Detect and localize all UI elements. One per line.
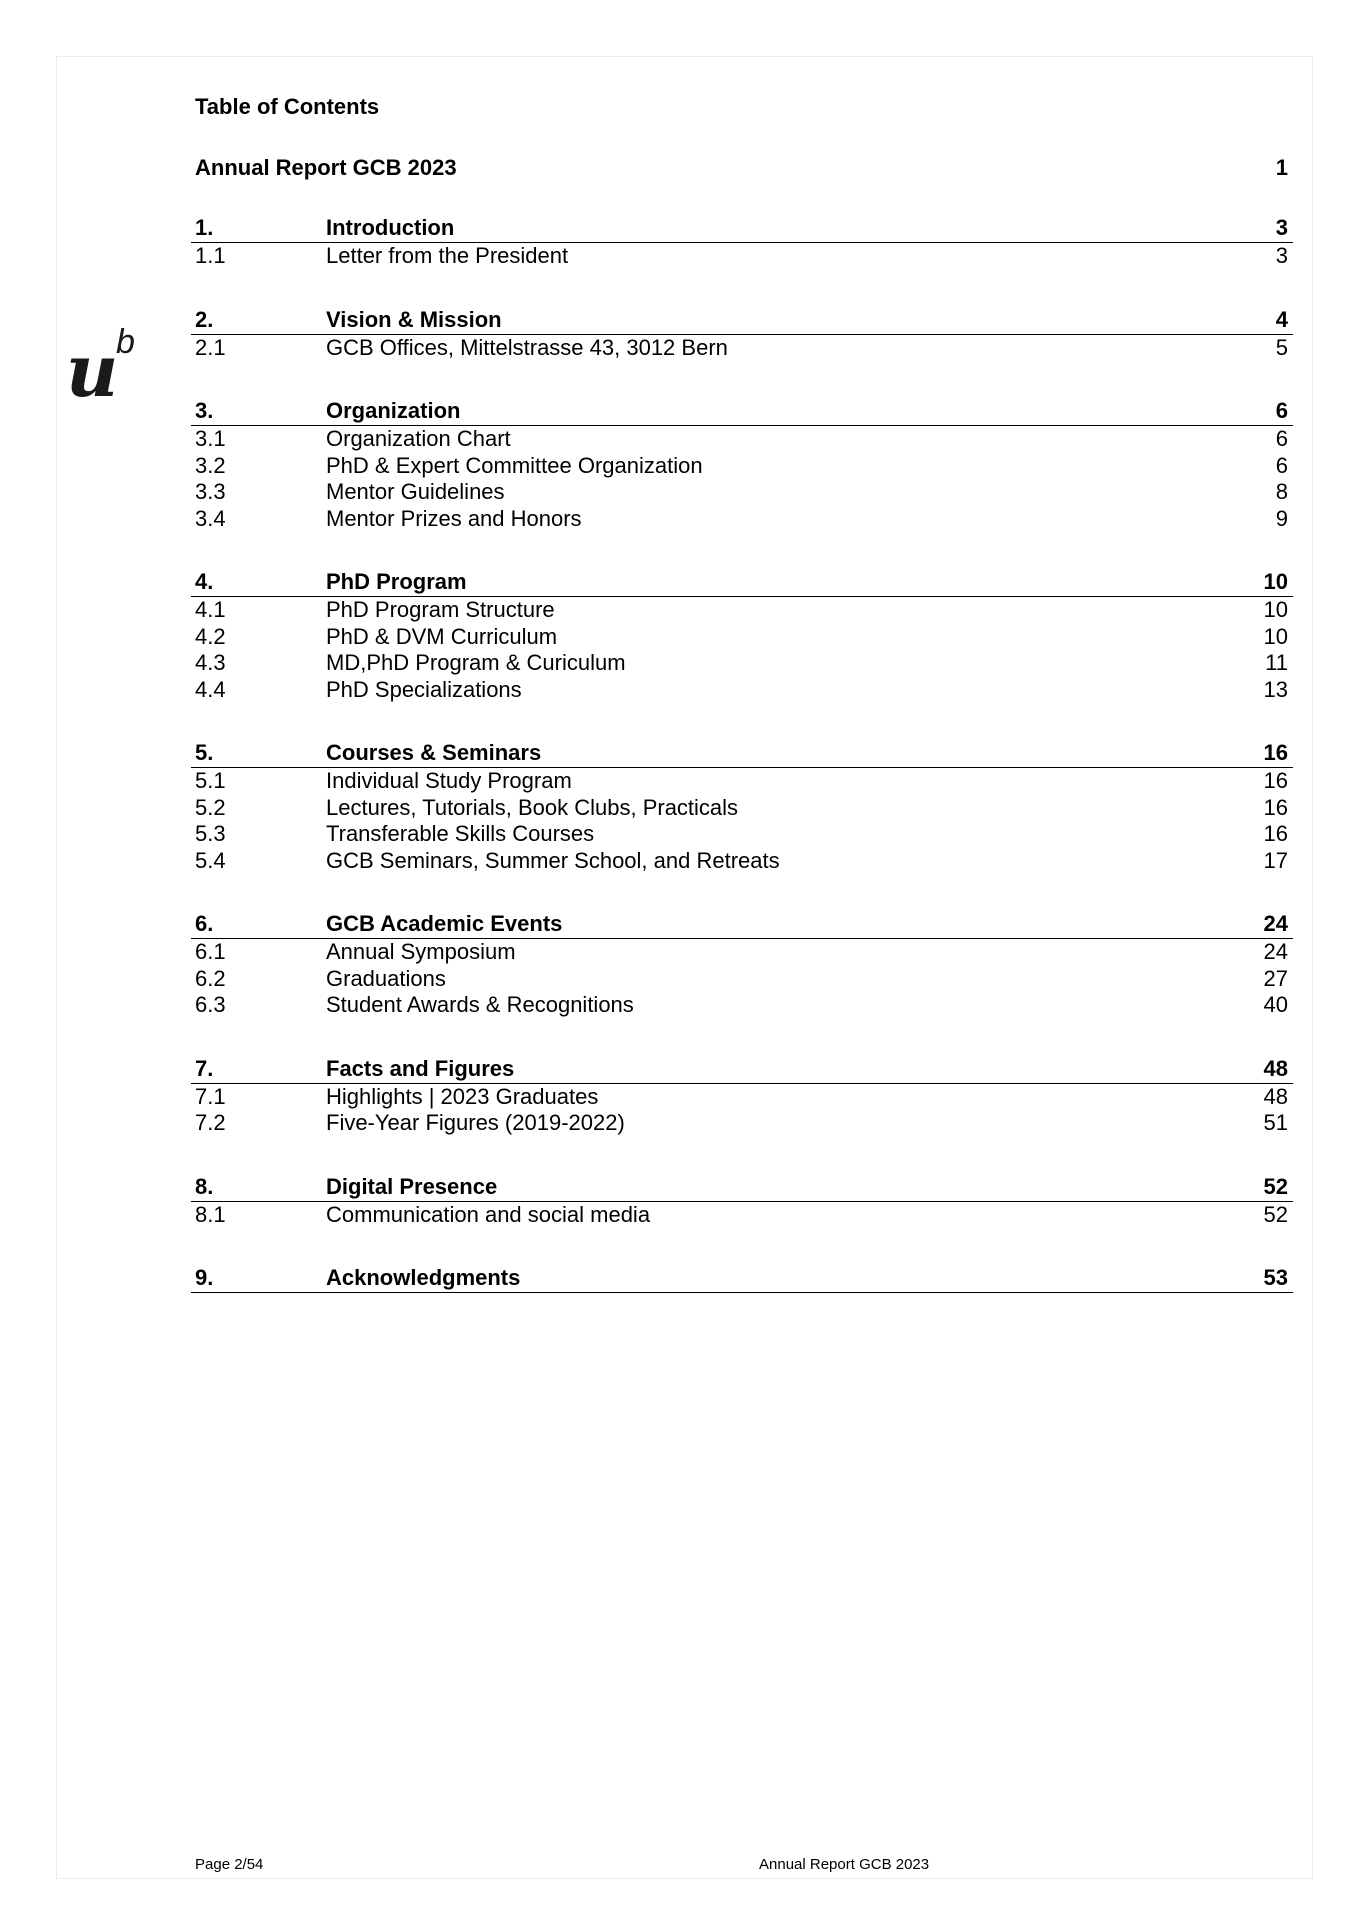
entry-number: 6.3 xyxy=(195,992,226,1017)
entry-page: 5 xyxy=(1275,334,1288,360)
entry-number: 4. xyxy=(195,569,214,594)
entry-number: 5.1 xyxy=(195,768,226,793)
entry-page: 52 xyxy=(1263,1173,1288,1199)
entry-title: Annual Symposium xyxy=(326,939,516,964)
entry-number: 8.1 xyxy=(195,1201,226,1227)
entry-page: 27 xyxy=(1263,965,1288,991)
entry-page: 6 xyxy=(1275,398,1288,423)
toc-section-heading[interactable] xyxy=(191,397,1293,426)
entry-page: 16 xyxy=(1263,768,1288,793)
toc-section-heading[interactable] xyxy=(191,1173,1293,1202)
toc-subentry[interactable] xyxy=(191,243,1293,270)
toc-subentry[interactable] xyxy=(191,426,1293,453)
entry-title: Student Awards & Recognitions xyxy=(326,992,634,1017)
entry-title: Graduations xyxy=(326,965,446,991)
toc-subentry[interactable] xyxy=(191,1084,1293,1111)
entry-page: 6 xyxy=(1275,426,1288,451)
entry-number: 9. xyxy=(195,1265,214,1290)
entry-title: Highlights | 2023 Graduates xyxy=(326,1083,599,1109)
toc-subentry[interactable] xyxy=(191,1202,1293,1229)
toc-subentry[interactable] xyxy=(191,677,1293,704)
toc-section xyxy=(191,1264,1293,1293)
report-page: 1 xyxy=(1275,155,1288,180)
entry-title: Communication and social media xyxy=(326,1201,651,1227)
entry-page: 51 xyxy=(1263,1110,1288,1135)
toc-subentry[interactable] xyxy=(191,650,1293,677)
entry-number: 6. xyxy=(195,911,214,936)
entry-number: 6.2 xyxy=(195,965,226,991)
entry-number: 1. xyxy=(195,215,214,240)
entry-title: Individual Study Program xyxy=(326,768,572,793)
entry-title: Introduction xyxy=(326,215,455,240)
entry-page: 13 xyxy=(1263,676,1288,702)
entry-title: Vision & Mission xyxy=(326,306,502,332)
entry-title: Mentor Guidelines xyxy=(326,479,505,504)
entry-page: 52 xyxy=(1263,1201,1288,1227)
entry-number: 2. xyxy=(195,306,214,332)
entry-page: 24 xyxy=(1263,939,1288,964)
entry-number: 5.3 xyxy=(195,821,226,846)
entry-title: GCB Seminars, Summer School, and Retreats xyxy=(326,847,780,873)
entry-number: 3.2 xyxy=(195,452,226,478)
entry-title: PhD & Expert Committee Organization xyxy=(326,452,703,478)
entry-title: Transferable Skills Courses xyxy=(326,821,595,846)
entry-number: 4.3 xyxy=(195,650,226,675)
toc-section-heading[interactable] xyxy=(191,910,1293,939)
entry-title: Letter from the President xyxy=(326,243,569,268)
entry-number: 5. xyxy=(195,740,214,765)
entry-number: 7.2 xyxy=(195,1110,226,1135)
entry-title: Acknowledgments xyxy=(326,1265,521,1290)
toc-report-entry[interactable] xyxy=(195,155,1288,181)
entry-page: 48 xyxy=(1263,1083,1288,1109)
logo-u: u xyxy=(66,328,119,413)
entry-title: Mentor Prizes and Honors xyxy=(326,505,582,531)
toc-section xyxy=(191,568,1293,703)
entry-page: 4 xyxy=(1275,306,1288,332)
entry-title: Five-Year Figures (2019-2022) xyxy=(326,1110,625,1135)
entry-number: 3. xyxy=(195,398,214,423)
entry-title: MD,PhD Program & Curiculum xyxy=(326,650,626,675)
entry-number: 1.1 xyxy=(195,243,226,268)
toc-subentry[interactable] xyxy=(191,848,1293,875)
toc-subentry[interactable] xyxy=(191,768,1293,795)
entry-page: 8 xyxy=(1275,479,1288,504)
toc-subentry[interactable] xyxy=(191,335,1293,362)
entry-page: 16 xyxy=(1263,794,1288,820)
entry-page: 48 xyxy=(1263,1055,1288,1081)
entry-title: Courses & Seminars xyxy=(326,740,542,765)
toc-section-heading[interactable] xyxy=(191,739,1293,768)
toc-section xyxy=(191,306,1293,362)
table-of-contents xyxy=(191,214,1293,1329)
toc-subentry[interactable] xyxy=(191,597,1293,624)
entry-number: 2.1 xyxy=(195,334,226,360)
toc-heading: Table of Contents xyxy=(195,94,380,119)
entry-number: 5.2 xyxy=(195,794,226,820)
entry-title: Organization xyxy=(326,398,461,423)
logo-b: b xyxy=(116,323,135,361)
toc-section-heading[interactable] xyxy=(191,1264,1293,1293)
entry-title: Lectures, Tutorials, Book Clubs, Practicals xyxy=(326,794,739,820)
entry-title: PhD Specializations xyxy=(326,676,522,702)
toc-subentry[interactable] xyxy=(191,795,1293,822)
toc-section-heading[interactable] xyxy=(191,568,1293,597)
toc-section xyxy=(191,1055,1293,1137)
toc-subentry[interactable] xyxy=(191,939,1293,966)
toc-subentry[interactable] xyxy=(191,506,1293,533)
toc-subentry[interactable] xyxy=(191,479,1293,506)
toc-section xyxy=(191,1173,1293,1229)
toc-subentry[interactable] xyxy=(191,966,1293,993)
entry-page: 11 xyxy=(1265,650,1288,675)
entry-title: PhD Program xyxy=(326,569,467,594)
entry-number: 3.3 xyxy=(195,479,226,504)
toc-section xyxy=(191,910,1293,1019)
entry-page: 17 xyxy=(1263,847,1288,873)
university-logo xyxy=(66,323,146,415)
toc-section-heading[interactable] xyxy=(191,306,1293,335)
footer-title: Annual Report GCB 2023 xyxy=(759,1856,930,1873)
entry-number: 4.2 xyxy=(195,623,226,649)
entry-number: 4.4 xyxy=(195,676,226,702)
entry-title: PhD Program Structure xyxy=(326,597,555,622)
entry-title: Facts and Figures xyxy=(326,1055,515,1081)
entry-page: 3 xyxy=(1275,243,1288,268)
toc-subentry[interactable] xyxy=(191,624,1293,651)
entry-number: 6.1 xyxy=(195,939,226,964)
entry-page: 40 xyxy=(1263,992,1288,1017)
entry-page: 10 xyxy=(1263,597,1288,622)
entry-number: 8. xyxy=(195,1173,214,1199)
entry-title: GCB Offices, Mittelstrasse 43, 3012 Bern xyxy=(326,334,728,360)
entry-title: Digital Presence xyxy=(326,1173,498,1199)
entry-number: 7.1 xyxy=(195,1083,226,1109)
toc-section-heading[interactable] xyxy=(191,1055,1293,1084)
entry-number: 3.1 xyxy=(195,426,226,451)
toc-subentry[interactable] xyxy=(191,453,1293,480)
entry-page: 10 xyxy=(1263,569,1288,594)
entry-number: 7. xyxy=(195,1055,214,1081)
entry-page: 6 xyxy=(1275,452,1288,478)
toc-subentry[interactable] xyxy=(191,821,1293,848)
entry-page: 53 xyxy=(1263,1265,1288,1290)
entry-page: 16 xyxy=(1263,740,1288,765)
footer-page-number: Page 2/54 xyxy=(195,1856,264,1873)
entry-number: 4.1 xyxy=(195,597,226,622)
toc-section-heading[interactable] xyxy=(191,214,1293,243)
entry-page: 3 xyxy=(1275,215,1288,240)
toc-subentry[interactable] xyxy=(191,992,1293,1019)
entry-page: 24 xyxy=(1263,911,1288,936)
entry-title: GCB Academic Events xyxy=(326,911,563,936)
entry-title: Organization Chart xyxy=(326,426,511,451)
toc-section xyxy=(191,397,1293,532)
toc-section xyxy=(191,739,1293,874)
entry-number: 5.4 xyxy=(195,847,226,873)
entry-page: 9 xyxy=(1275,505,1288,531)
entry-page: 10 xyxy=(1263,623,1288,649)
toc-subentry[interactable] xyxy=(191,1110,1293,1137)
entry-title: PhD & DVM Curriculum xyxy=(326,623,558,649)
entry-page: 16 xyxy=(1263,821,1288,846)
entry-number: 3.4 xyxy=(195,505,226,531)
toc-section xyxy=(191,214,1293,270)
report-title: Annual Report GCB 2023 xyxy=(195,155,457,180)
